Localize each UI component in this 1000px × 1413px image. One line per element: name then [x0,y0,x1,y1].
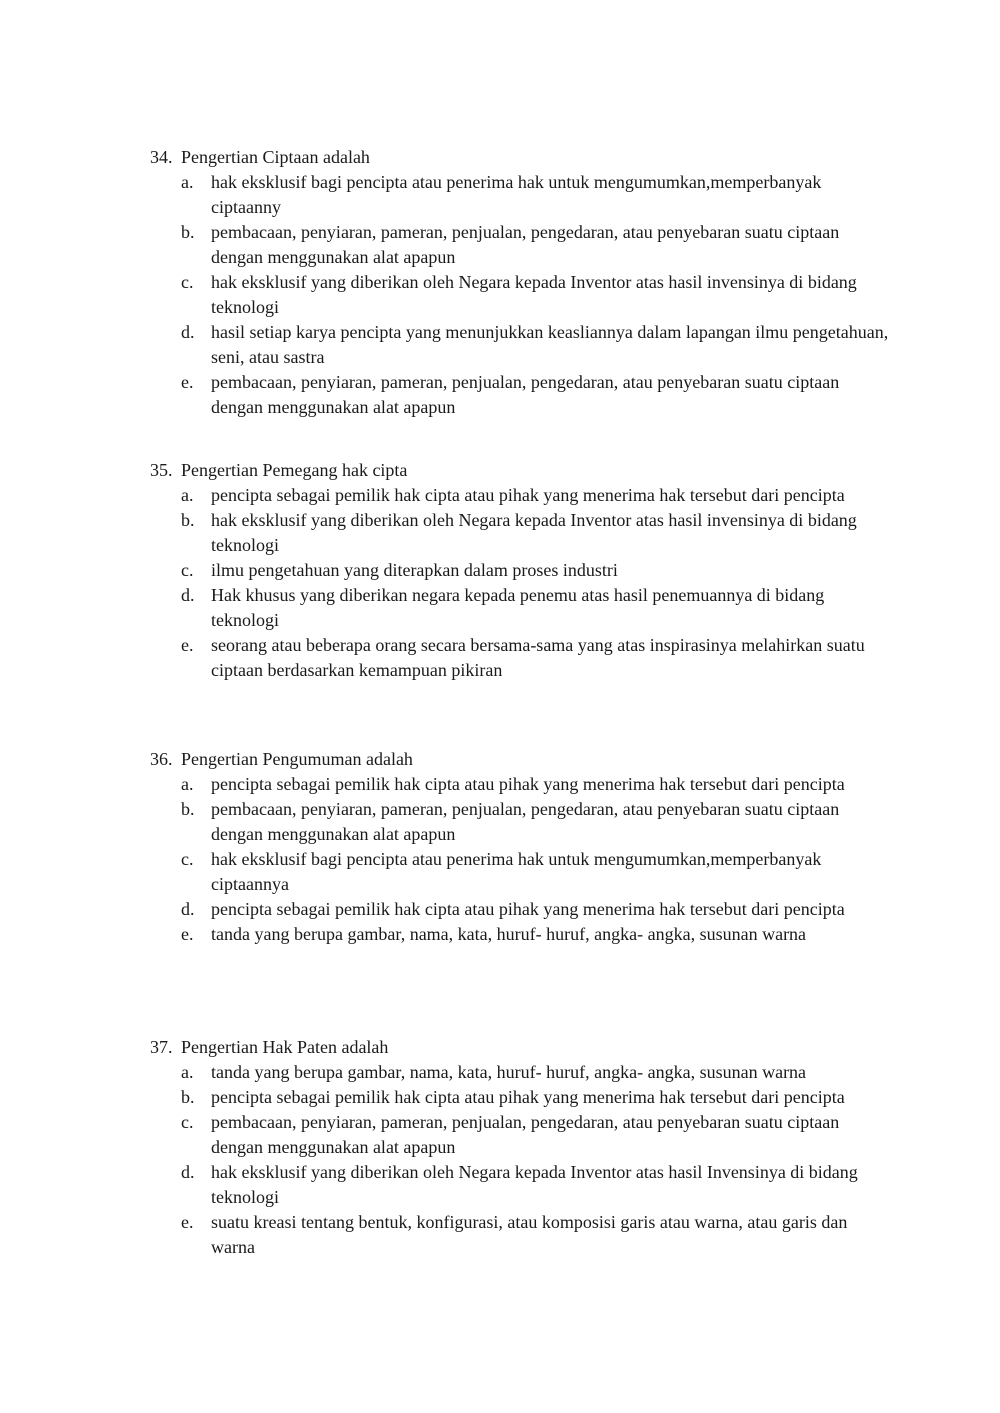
option-text: suatu kreasi tentang bentuk, konfigurasi, atau komposisi garis atau warna, atau garis dan warna [211,1212,848,1257]
question-35 [150,458,890,683]
option-e [150,633,890,683]
option-text: Hak khusus yang diberikan negara kepada penemu atas hasil penemuannya di bidang teknologi [211,585,825,630]
option-text: pembacaan, penyiaran, pameran, penjualan, pengedaran, atau penyebaran suatu ciptaan dengan menggunakan alat apapun [211,1112,840,1157]
option-list [150,170,890,420]
option-text: pembacaan, penyiaran, pameran, penjualan, pengedaran, atau penyebaran suatu ciptaan dengan menggunakan alat apapun [211,799,840,844]
question-37 [150,1035,890,1260]
option-a [150,1060,890,1085]
option-e [150,922,890,947]
question-text: Pengertian Pemegang hak cipta [181,460,408,480]
option-a [150,483,890,508]
option-text: tanda yang berupa gambar, nama, kata, huruf- huruf, angka- angka, susunan warna [211,924,807,944]
option-b [150,1085,890,1110]
option-list [150,772,890,947]
option-list [150,1060,890,1260]
option-letter: b. [181,1087,195,1107]
option-d [150,897,890,922]
question-text: Pengertian Pengumuman adalah [181,749,413,769]
question-34 [150,145,890,420]
option-c [150,847,890,897]
option-d [150,1160,890,1210]
option-d [150,583,890,633]
option-text: pembacaan, penyiaran, pameran, penjualan, pengedaran, atau penyebaran suatu ciptaan dengan menggunakan alat apapun [211,222,840,267]
option-letter: c. [181,1112,194,1132]
question-text: Pengertian Ciptaan adalah [181,147,370,167]
option-c [150,1110,890,1160]
question-number: 36. [150,749,173,769]
option-b [150,797,890,847]
option-list [150,483,890,683]
question-title [150,145,890,170]
option-text: pencipta sebagai pemilik hak cipta atau pihak yang menerima hak tersebut dari pencipta [211,899,845,919]
option-letter: b. [181,510,195,530]
option-letter: e. [181,1212,194,1232]
option-text: seorang atau beberapa orang secara bersama-sama yang atas inspirasinya melahirkan suatu ciptaan berdasarkan kemampuan pikiran [211,635,865,680]
option-letter: d. [181,1162,195,1182]
question-text: Pengertian Hak Paten adalah [181,1037,389,1057]
option-text: hak eksklusif yang diberikan oleh Negara kepada Inventor atas hasil invensinya di bidang teknologi [211,272,857,317]
question-number: 35. [150,460,173,480]
option-text: pencipta sebagai pemilik hak cipta atau pihak yang menerima hak tersebut dari pencipta [211,1087,845,1107]
option-b [150,220,890,270]
option-letter: d. [181,899,195,919]
question-number: 34. [150,147,173,167]
question-title [150,1035,890,1060]
option-text: hak eksklusif bagi pencipta atau penerima hak untuk mengumumkan,memperbanyak ciptaanny [211,172,822,217]
option-text: hak eksklusif bagi pencipta atau penerima hak untuk mengumumkan,memperbanyak ciptaannya [211,849,822,894]
option-letter: e. [181,635,194,655]
option-letter: c. [181,560,194,580]
option-e [150,370,890,420]
option-text: ilmu pengetahuan yang diterapkan dalam proses industri [211,560,618,580]
option-text: tanda yang berupa gambar, nama, kata, huruf- huruf, angka- angka, susunan warna [211,1062,807,1082]
option-e [150,1210,890,1260]
option-c [150,270,890,320]
option-letter: d. [181,585,195,605]
option-letter: a. [181,774,194,794]
option-letter: e. [181,924,194,944]
option-text: hak eksklusif yang diberikan oleh Negara kepada Inventor atas hasil invensinya di bidang teknologi [211,510,857,555]
option-text: pencipta sebagai pemilik hak cipta atau pihak yang menerima hak tersebut dari pencipta [211,774,845,794]
option-a [150,170,890,220]
option-c [150,558,890,583]
option-text: pembacaan, penyiaran, pameran, penjualan, pengedaran, atau penyebaran suatu ciptaan dengan menggunakan alat apapun [211,372,840,417]
option-a [150,772,890,797]
option-letter: a. [181,172,194,192]
question-title [150,458,890,483]
question-number: 37. [150,1037,173,1057]
option-letter: c. [181,849,194,869]
option-d [150,320,890,370]
option-letter: d. [181,322,195,342]
option-text: pencipta sebagai pemilik hak cipta atau pihak yang menerima hak tersebut dari pencipta [211,485,845,505]
option-letter: c. [181,272,194,292]
option-letter: a. [181,1062,194,1082]
option-letter: a. [181,485,194,505]
option-text: hasil setiap karya pencipta yang menunjukkan keasliannya dalam lapangan ilmu pengetahuan, seni, atau sastra [211,322,889,367]
option-letter: b. [181,222,195,242]
question-36 [150,747,890,947]
option-text: hak eksklusif yang diberikan oleh Negara kepada Inventor atas hasil Invensinya di bidang teknologi [211,1162,858,1207]
option-letter: e. [181,372,194,392]
option-b [150,508,890,558]
option-letter: b. [181,799,195,819]
question-title [150,747,890,772]
